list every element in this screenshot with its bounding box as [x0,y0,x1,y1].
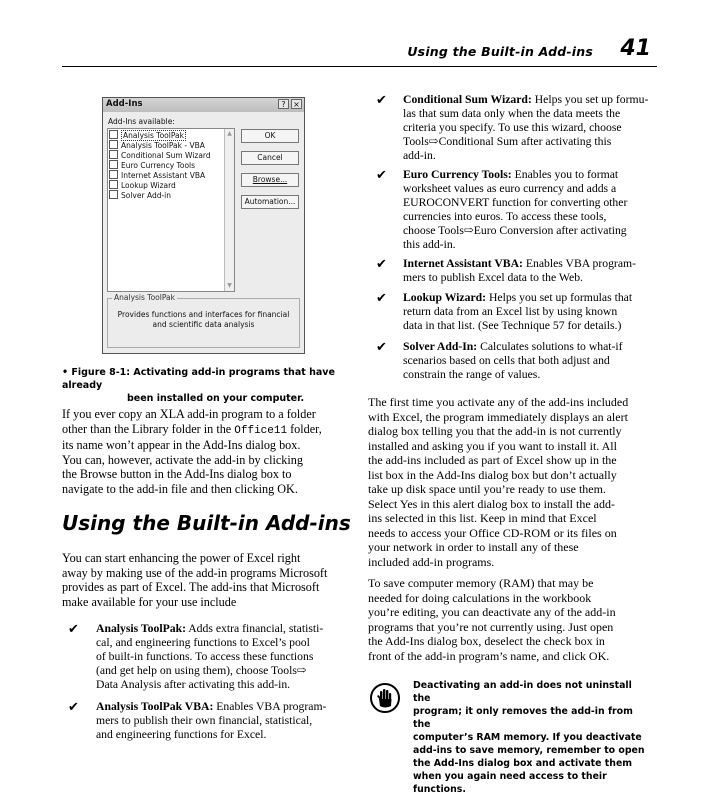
text-line: Deactivating an add-in does not uninstall the [413,680,632,704]
list-item[interactable] [108,140,234,150]
text-line: return data from an Excel list by using known [403,305,618,318]
text-line: the Add-Ins dialog box and activate them [413,758,633,769]
checkmark-icon: ✔ [376,340,387,355]
checkbox[interactable] [109,160,118,169]
running-header-title: Using the Built-in Add-ins [407,44,593,59]
bullet-term: Lookup Wizard: [403,291,487,304]
checkmark-icon: ✔ [376,257,387,272]
bullet-text [403,168,658,252]
checkmark-icon: ✔ [376,291,387,306]
browse-button[interactable]: Browse... [241,173,299,187]
text-line: the Browse button in the Add-Ins dialog box to [62,467,292,481]
list-item[interactable] [108,130,234,140]
add-ins-list[interactable] [107,128,235,292]
text-line: the add-ins included as part of Excel show up in the [368,453,617,467]
text-line: program; it only removes the add-in from the [413,706,633,730]
close-icon[interactable]: × [291,99,302,109]
text-span: Enables you to format [511,168,619,181]
checkmark-icon: ✔ [376,168,387,183]
bullet-term: Solver Add-In: [403,340,478,353]
checkmark-icon: ✔ [376,93,387,108]
text-line: worksheet values as euro currency and adds a [403,182,617,195]
dialog-title-bar [103,98,304,112]
checkbox[interactable] [109,150,118,159]
text-line: this add-in. [403,238,456,251]
list-item-label: Euro Currency Tools [121,161,196,170]
text-line: currencies into euros. To access these tools, [403,210,607,223]
checkbox[interactable] [109,170,118,179]
caption-text-1: Activating add-in programs that have already [62,367,335,391]
bullet-term: Conditional Sum Wizard: [403,93,532,106]
addin-description: Provides functions and interfaces for financial and scientific data analysis [117,310,290,329]
list-item-label: Analysis ToolPak - VBA [121,141,205,150]
text-line: needed for doing calculations in the workbook [368,590,592,605]
text-line: its name won’t appear in the Add-Ins dialog box. [62,438,301,452]
text-line: Tools⇨Conditional Sum after activating this [403,135,612,148]
text-line: dialog box telling you that the add-in is not currently [368,424,622,438]
add-ins-available-label: Add-Ins available: [108,117,175,126]
description-group [107,293,300,348]
text-line: programs that you’re not currently using. Just open [368,619,614,634]
list-item[interactable] [108,170,234,180]
bullet-term: Euro Currency Tools: [403,168,512,181]
list-item-label: Conditional Sum Wizard [121,151,211,160]
text-line: installed and asking you if you want to install it. All [368,438,617,453]
text-line [403,340,658,354]
text-line: when you again need access to their functions. [413,771,607,795]
caption-label: • Figure 8-1: [62,367,131,378]
text-span: Helps you set up formulas that [486,291,633,304]
checkmark-icon: ✔ [68,700,79,715]
text-line: Data Analysis after activating this add-in. [96,678,291,691]
text-line: You can start enhancing the power of Excel right [62,551,301,565]
list-item[interactable] [108,180,234,190]
text-line: make available for your use include [62,594,237,609]
header-rule [62,66,657,67]
text-line: EUROCONVERT function for converting other [403,196,628,209]
bullet-text [403,340,658,382]
text-line: To save computer memory (RAM) that may be [368,576,594,590]
text-line: scenarios based on cells that both adjust and [403,354,610,367]
bullet-text [96,700,351,742]
text-line: navigate to the add-in file and then clicking OK. [62,481,298,496]
checkmark-icon: ✔ [68,622,79,637]
caption-text-2: been installed on your computer. [127,393,305,404]
text-line [403,291,658,305]
right-paragraph-1 [368,395,654,569]
intro-paragraph [62,551,348,609]
help-icon[interactable]: ? [278,99,289,109]
checkbox[interactable] [109,190,118,199]
text-line: (and get help on using them), choose Tools⇨ [96,664,307,677]
text-span: folder, [287,421,322,436]
list-scrollbar[interactable] [224,129,234,291]
scroll-down-icon[interactable]: ▼ [227,282,232,289]
list-item-label: Solver Add-in [121,191,172,200]
text-line: take up disk space until you’re ready to use them. [368,482,606,496]
bullet-term: Analysis ToolPak VBA: [96,700,214,713]
text-line: and engineering functions for Excel. [96,728,267,741]
list-item-label: Lookup Wizard [121,181,176,190]
left-paragraph [62,407,348,496]
text-line: included add-in programs. [368,554,495,569]
text-line: data in that list. (See Technique 57 for details.) [403,319,622,332]
text-line: The first time you activate any of the add-ins included [368,395,629,409]
text-line: cal, and engineering functions to Excel’s pool [96,636,310,649]
text-line [403,93,658,107]
text-span: Enables VBA program- [213,700,327,713]
automation-button[interactable]: Automation... [241,195,299,209]
cancel-button[interactable]: Cancel [241,151,299,165]
text-span: other than the Library folder in the [62,421,235,436]
bullet-term: Analysis ToolPak: [96,622,186,635]
text-line: choose Tools⇨Euro Conversion after activating [403,224,627,237]
text-line [96,700,351,714]
bullet-text [403,291,658,333]
add-ins-dialog [102,97,305,354]
text-line: you’re editing, you can deactivate any of the add-in [368,605,616,619]
text-line [403,257,658,271]
text-line [96,622,351,636]
bullet-text [403,257,658,285]
text-line: mers to publish their own financial, statistical, [96,714,313,727]
text-line: of built-in functions. To access these functions [96,650,314,663]
text-span: Enables VBA program- [522,257,636,270]
text-span: Adds extra financial, statisti- [185,622,324,635]
list-item[interactable] [108,190,234,200]
text-line: provides as part of Excel. The add-ins that Microsoft [62,580,320,594]
bullet-term: Internet Assistant VBA: [403,257,523,270]
text-line: the Add-Ins dialog box, deselect the check box in [368,634,605,648]
code-span: Office11 [234,424,288,437]
figure-caption [62,366,352,405]
checkbox[interactable] [109,130,118,139]
hand-icon [370,683,400,713]
bullet-text [403,93,658,163]
list-item-label: Analysis ToolPak [123,131,184,140]
text-line: Select Yes in this alert dialog box to install the add- [368,496,615,511]
text-line: mers to publish Excel data to the Web. [403,271,583,284]
text-line: add-ins to save memory, remember to open [413,745,645,756]
text-line: If you ever copy an XLA add-in program to a folder [62,407,316,421]
list-item[interactable] [108,150,234,160]
text-line: las that sum data only when the data meets the [403,107,621,120]
text-line: ins selected in this list. Keep in mind that Excel [368,511,597,525]
text-line [403,168,658,182]
group-label: Analysis ToolPak [114,293,175,302]
text-line [62,422,348,439]
text-line: computer’s RAM memory. If you deactivate [413,732,642,743]
text-line: front of the add-in program’s name, and click OK. [368,648,610,663]
page-number: 41 [620,36,651,61]
text-line: list box in the Add-Ins dialog box but don’t actually [368,467,617,482]
scroll-up-icon[interactable]: ▲ [227,130,232,137]
right-paragraph-2 [368,576,654,663]
text-line: criteria you specify. To use this wizard, choose [403,121,622,134]
text-line: constrain the range of values. [403,368,541,381]
hand-glyph [372,685,398,711]
note-text [413,679,649,796]
text-line: with Excel, the program immediately displays an alert [368,409,628,424]
checkbox[interactable] [109,140,118,149]
ok-button[interactable]: OK [241,129,299,143]
text-line: add-in. [403,149,436,162]
text-line: needs to access your Office CD-ROM or its files on [368,525,617,540]
bullet-text [96,622,351,692]
section-heading: Using the Built-in Add-ins [62,511,351,535]
text-line: away by making use of the add-in programs Microsoft [62,565,328,580]
text-line: You can, however, activate the add-in by clicking [62,452,303,467]
dialog-title: Add-Ins [106,99,143,109]
checkbox[interactable] [109,180,118,189]
text-span: Calculates solutions to what-if [477,340,623,353]
text-span: Helps you set up formu- [531,93,649,106]
list-item-label: Internet Assistant VBA [121,171,206,180]
text-line: your network in order to install any of these [368,540,579,554]
list-item[interactable] [108,160,234,170]
